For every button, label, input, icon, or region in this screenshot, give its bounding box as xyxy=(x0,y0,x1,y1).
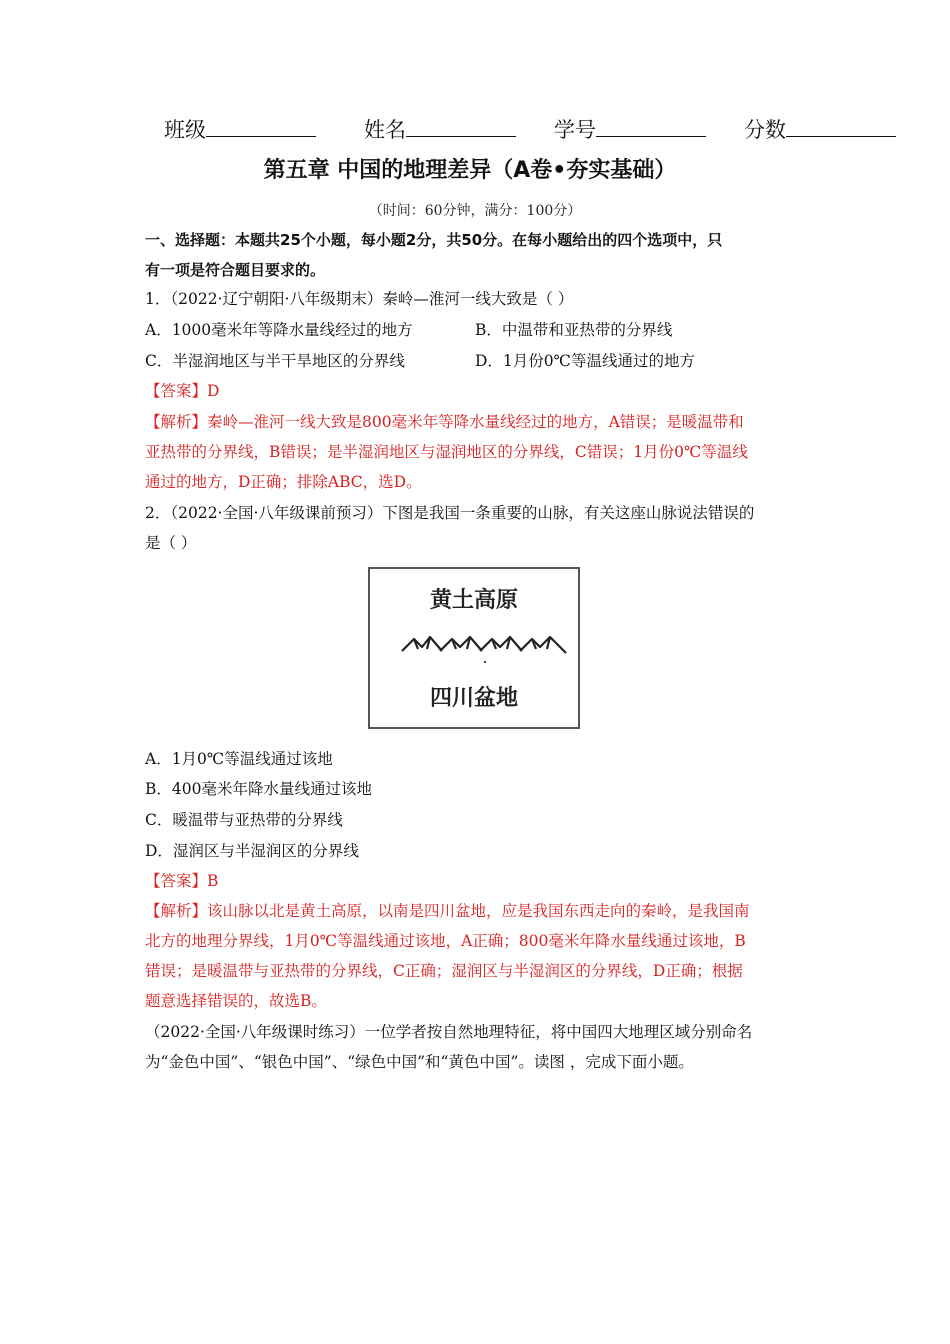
q1-option-b: B．中温带和亚热带的分界线 xyxy=(475,321,673,339)
q1-option-d: D．1月份0℃等温线通过的地方 xyxy=(475,352,695,370)
section-instruction-line-2: 有一项是符合题目要求的。 xyxy=(145,261,326,279)
class-blank[interactable] xyxy=(206,114,316,137)
page-subtitle: （时间：60分钟，满分：100分） xyxy=(368,203,582,219)
q1-analysis-line-2: 亚热带的分界线，B错误；是半湿润地区与湿润地区的分界线，C错误；1月份0℃等温线 xyxy=(145,443,748,461)
name-label: 姓名 xyxy=(364,118,406,142)
q2-answer: 【答案】B xyxy=(145,872,219,890)
student-info-fields xyxy=(160,114,920,146)
q2-option-c: C．暖温带与亚热带的分界线 xyxy=(145,811,343,829)
score-label: 分数 xyxy=(744,118,786,142)
section-instruction-line-1: 一、选择题：本题共25个小题，每小题2分，共50分。在每小题给出的四个选项中，只 xyxy=(145,231,723,249)
student-id-blank[interactable] xyxy=(596,114,706,137)
q1-option-a: A．1000毫米年等降水量线经过的地方 xyxy=(145,321,413,339)
q1-stem: 1．（2022·辽宁朝阳·八年级期末）秦岭—淮河一线大致是（ ） xyxy=(145,290,574,308)
q2-analysis-line-1: 【解析】该山脉以北是黄土高原，以南是四川盆地，应是我国东西走向的秦岭，是我国南 xyxy=(145,902,750,920)
class-label: 班级 xyxy=(164,118,206,142)
score-blank[interactable] xyxy=(786,114,896,137)
q1-analysis-line-3: 通过的地方，D正确；排除ABC，选D。 xyxy=(145,473,422,491)
figure-label-loess-plateau: 黄土高原 xyxy=(429,588,518,613)
q2-analysis-line-3: 错误；是暖温带与亚热带的分界线，C正确；湿润区与半湿润区的分界线，D正确；根据 xyxy=(145,962,743,980)
name-field[interactable] xyxy=(364,114,516,144)
q2-stem-line-2: 是（ ） xyxy=(145,534,197,552)
q1-answer: 【答案】D xyxy=(145,382,220,400)
q2-stem-line-1: 2．（2022·全国·八年级课前预习）下图是我国一条重要的山脉，有关这座山脉说法错误的 xyxy=(145,504,755,522)
class-field[interactable] xyxy=(164,114,316,144)
q2-analysis-line-2: 北方的地理分界线，1月0℃等温线通过该地，A正确；800毫米年降水量线通过该地，B xyxy=(145,932,746,950)
name-blank[interactable] xyxy=(406,114,516,137)
q2-analysis-line-4: 题意选择错误的，故选B。 xyxy=(145,992,327,1010)
intro-line-2: 为“金色中国”、“银色中国”、“绿色中国”和“黄色中国”。读图 ，完成下面小题。 xyxy=(145,1053,694,1071)
q1-analysis-line-1: 【解析】秦岭—淮河一线大致是800毫米年等降水量线经过的地方，A错误；是暖温带和 xyxy=(145,413,744,431)
student-id-field[interactable] xyxy=(554,114,706,144)
mountain-figure xyxy=(368,567,580,729)
student-id-label: 学号 xyxy=(554,118,596,142)
q2-option-a: A．1月0℃等温线通过该地 xyxy=(145,750,333,768)
q2-option-d: D．湿润区与半湿润区的分界线 xyxy=(145,842,359,860)
score-field[interactable] xyxy=(744,114,896,144)
mountain-range-icon xyxy=(400,629,570,669)
figure-label-sichuan-basin: 四川盆地 xyxy=(429,686,518,711)
q2-option-b: B．400毫米年降水量线通过该地 xyxy=(145,780,372,798)
q1-option-c: C．半湿润地区与半干旱地区的分界线 xyxy=(145,352,405,370)
page-title: 第五章 中国的地理差异（A卷•夯实基础） xyxy=(263,158,677,183)
intro-line-1: （2022·全国·八年级课时练习）一位学者按自然地理特征，将中国四大地理区域分别命名 xyxy=(145,1023,753,1041)
